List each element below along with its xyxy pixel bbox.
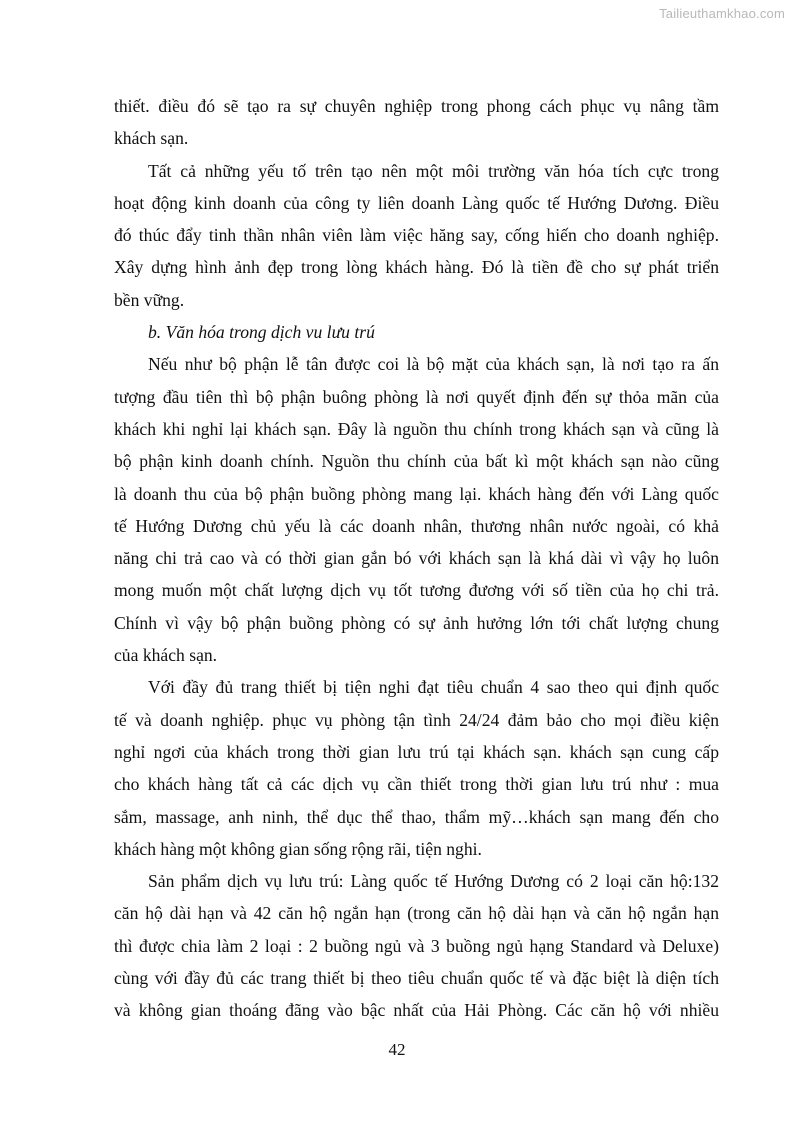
paragraph-line: nghỉ ngơi của khách trong thời gian lưu trú tại khách sạn. khách sạn cung cấp: [114, 741, 719, 762]
paragraph-line: thì được chia làm 2 loại : 2 buồng ngủ và 3 buồng ngủ hạng Standard và Deluxe): [114, 935, 719, 956]
paragraph-line: năng chi trả cao và có thời gian gắn bó với khách sạn là khá dài vì vậy họ luôn: [114, 548, 719, 569]
paragraph-line: hoạt động kinh doanh của công ty liên doanh Làng quốc tế Hướng Dương. Điều: [114, 192, 719, 213]
page-number: 42: [388, 1040, 406, 1059]
paragraph-line: khách hàng một không gian sống rộng rãi, tiện nghi.: [114, 838, 482, 859]
paragraph-line: Với đầy đủ trang thiết bị tiện nghi đạt tiêu chuẩn 4 sao theo qui định quốc: [148, 677, 719, 698]
paragraph-line: mong muốn một chất lượng dịch vụ tốt tương đương với số tiền của họ chi trả.: [114, 580, 719, 601]
paragraph-line: cho khách hàng tất cả các dịch vụ cần thiết trong thời gian lưu trú như : mua: [114, 774, 719, 795]
paragraph-line: tượng đầu tiên thì bộ phận buông phòng là nơi quyết định đến sự thỏa mãn của: [114, 386, 719, 407]
paragraph-line: của khách sạn.: [114, 645, 218, 666]
paragraph-line: Sản phẩm dịch vụ lưu trú: Làng quốc tế Hướng Dương có 2 loại căn hộ:132: [148, 871, 719, 892]
paragraph-line: tế Hướng Dương chủ yếu là các doanh nhân, thương nhân nước ngoài, có khả: [114, 515, 719, 536]
paragraph-line: là doanh thu của bộ phận buồng phòng mang lại. khách hàng đến với Làng quốc: [114, 483, 719, 504]
paragraph-line: đó thúc đẩy tinh thần nhân viên làm việc hăng say, cống hiến cho doanh nghiệp.: [114, 225, 719, 246]
paragraph-line: bộ phận kinh doanh chính. Nguồn thu chính của bất kì một khách sạn nào cũng: [114, 451, 719, 472]
watermark-text: Tailieuthamkhao.com: [659, 6, 785, 21]
paragraph-line: Tất cả những yếu tố trên tạo nên một môi trường văn hóa tích cực trong: [148, 160, 719, 181]
paragraph-line: thiết. điều đó sẽ tạo ra sự chuyên nghiệp trong phong cách phục vụ nâng tầm: [114, 96, 719, 116]
paragraph-line: khách khi nghỉ lại khách sạn. Đây là nguồn thu chính trong khách sạn và cũng là: [114, 418, 719, 439]
paragraph-line: căn hộ dài hạn và 42 căn hộ ngắn hạn (trong căn hộ dài hạn và căn hộ ngắn hạn: [114, 903, 719, 924]
paragraph-line: cùng với đầy đủ các trang thiết bị theo tiêu chuẩn quốc tế và đặc biệt là diện tích: [114, 968, 719, 989]
paragraph-line: Xây dựng hình ảnh đẹp trong lòng khách hàng. Đó là tiền đề cho sự phát triển: [114, 257, 719, 278]
page-body: [114, 90, 719, 1027]
paragraph-line: sắm, massage, anh ninh, thể dục thể thao, thẩm mỹ…khách sạn mang đến cho: [114, 806, 719, 827]
paragraph-line: Nếu như bộ phận lễ tân được coi là bộ mặt của khách sạn, là nơi tạo ra ấn: [148, 354, 719, 375]
paragraph-line: và không gian thoáng đãng vào bậc nhất của Hải Phòng. Các căn hộ với nhiều: [114, 1000, 719, 1021]
section-heading: b. Văn hóa trong dịch vu lưu trú: [148, 322, 375, 343]
paragraph-line: Chính vì vậy bộ phận buồng phòng có sự ảnh hưởng lớn tới chất lượng chung: [114, 612, 719, 633]
paragraph-line: tế và doanh nghiệp. phục vụ phòng tận tình 24/24 đảm bảo cho mọi điều kiện: [114, 709, 719, 730]
paragraph-line: khách sạn.: [114, 128, 189, 149]
paragraph-line: bền vững.: [114, 289, 185, 310]
